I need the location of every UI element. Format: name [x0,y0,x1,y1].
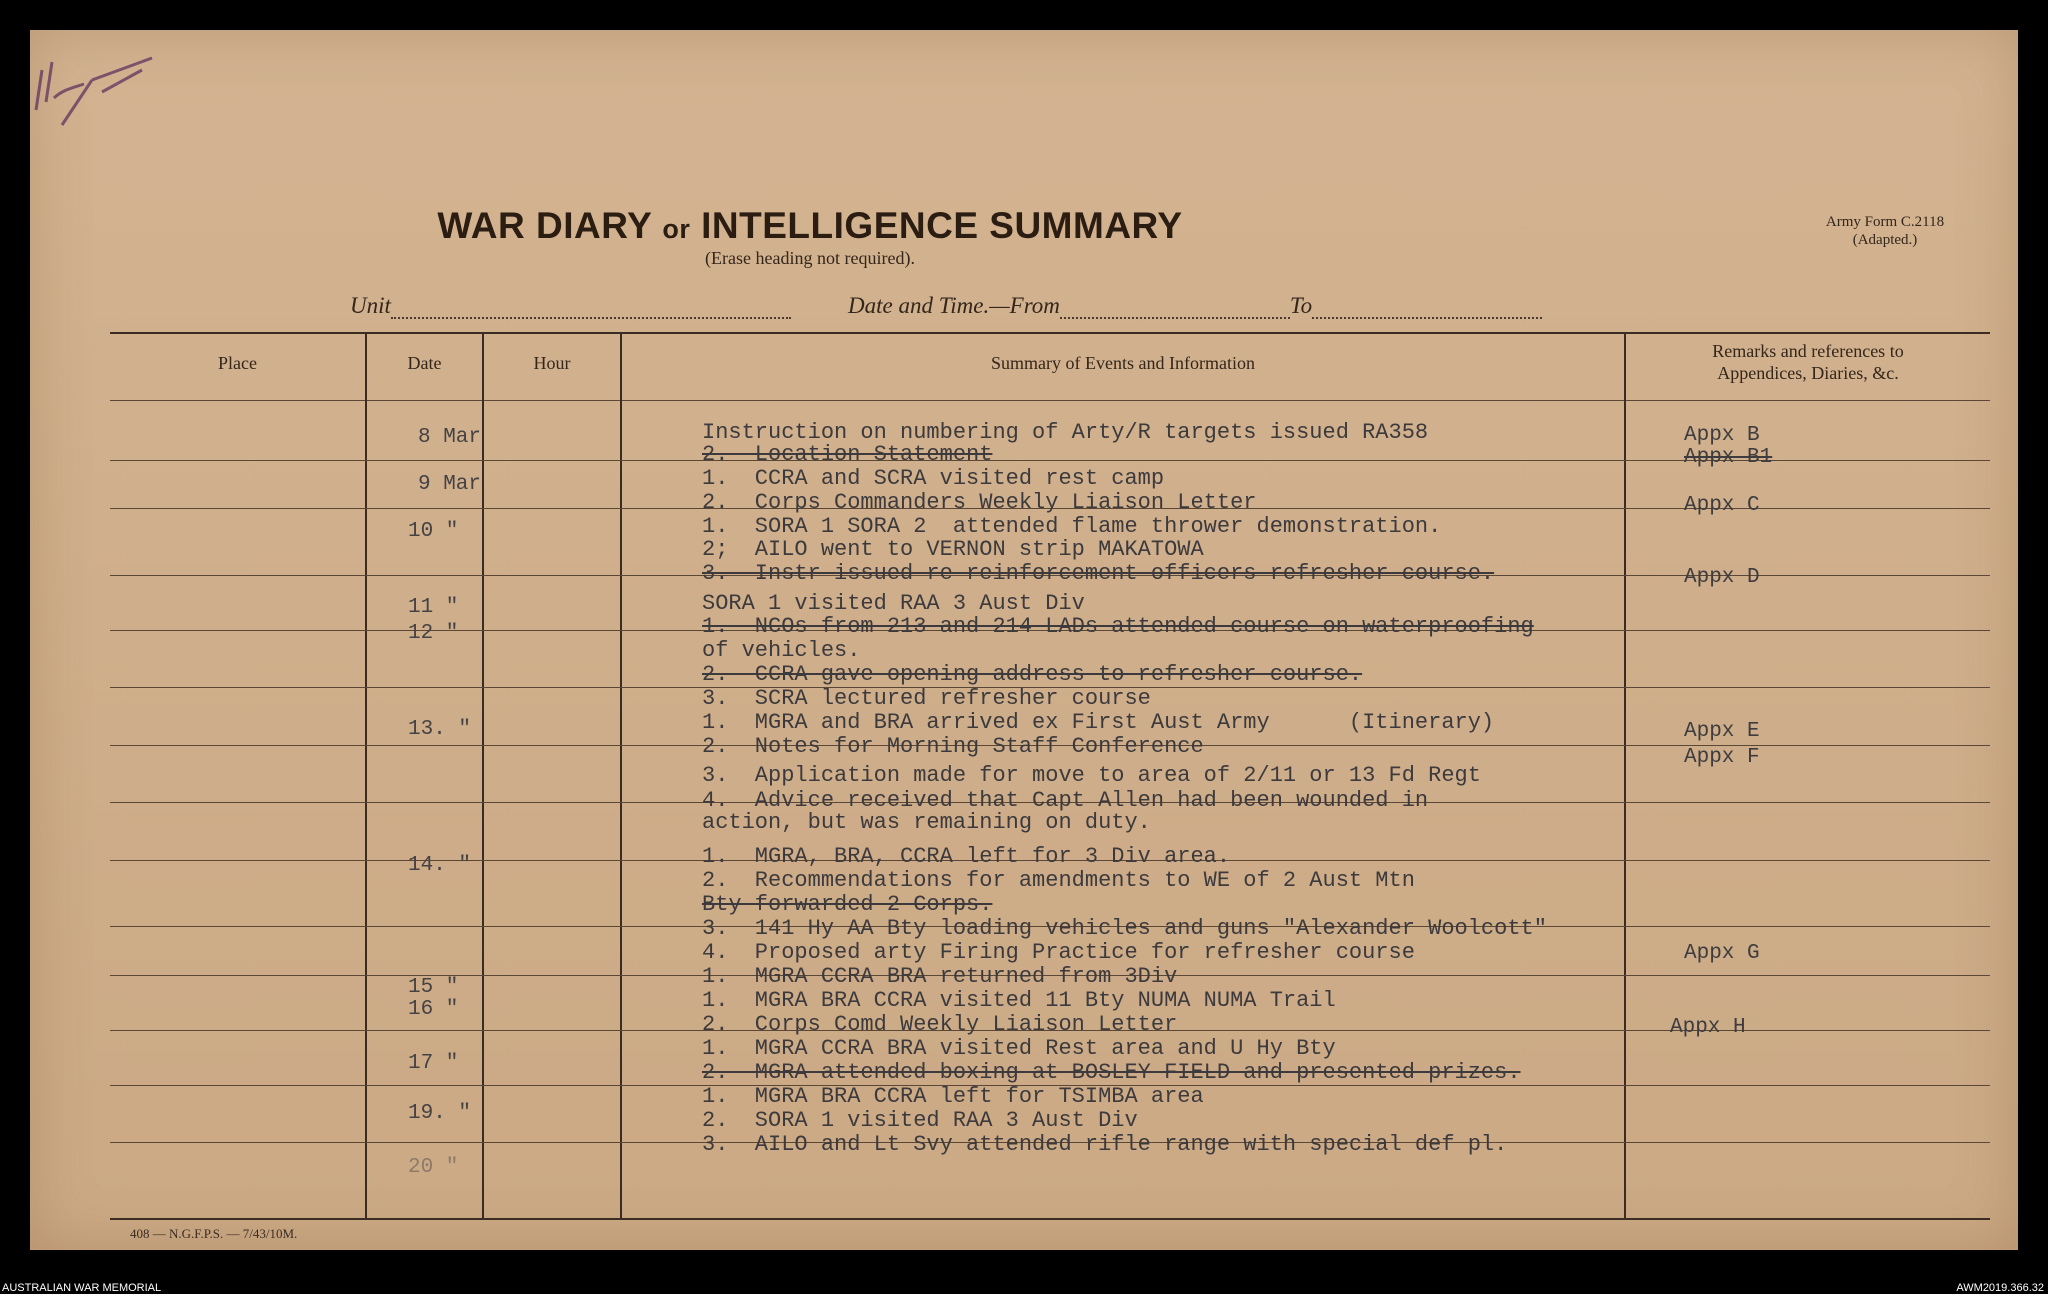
archive-caption-left: AUSTRALIAN WAR MEMORIAL [2,1282,162,1294]
remark-appendix: Appx G [1684,942,1760,965]
remark-appendix: Appx B [1684,424,1760,447]
title-intelligence-summary: INTELLIGENCE SUMMARY [701,205,1183,246]
entry-line: 2. SORA 1 visited RAA 3 Aust Div [702,1108,1138,1133]
to-label: To [1289,293,1313,318]
unit-label: Unit [350,293,391,318]
date-cell: 14. " [408,854,472,877]
date-cell: 20 " [408,1156,459,1179]
entry-line: 3. AILO and Lt Svy attended rifle range with special def pl. [702,1132,1508,1157]
column-header-hour: Hour [533,353,571,373]
date-time-field [848,293,1542,319]
table-bottom-rule [110,1218,1990,1220]
remark-appendix: Appx E [1684,720,1760,743]
entry-line: 2. Notes for Morning Staff Conference [702,734,1204,759]
date-cell: 9 Mar [418,473,482,496]
column-header-date: Date [407,353,442,373]
war-diary-sheet [30,30,2018,1250]
archive-caption-right: AWM2019.366.32 [1956,1282,2044,1294]
to-dots [1312,297,1542,319]
entry-line: 2. Location Statement [702,442,993,467]
entry-line: 1. MGRA and BRA arrived ex First Aust Army (Itinerary) [702,710,1495,735]
form-line-2: (Adapted.) [1852,232,1918,248]
entry-line: 3. 141 Hy AA Bty loading vehicles and guns "Alexander Woolcott" [702,916,1547,941]
date-cell: 8 Mar [418,426,482,449]
unit-field [350,293,791,319]
date-cell: 12 " [408,622,459,645]
entry-line: 3. Instr issued re reinforcement officers refresher course. [702,561,1495,586]
entry-line: Instruction on numbering of Arty/R targets issued RA358 [702,420,1429,445]
table-header-rule [110,400,1990,401]
entry-line: 4. Proposed arty Firing Practice for refresher course [702,940,1415,965]
entry-line: 2. Corps Comd Weekly Liaison Letter [702,1012,1178,1037]
entry-line: 1. SORA 1 SORA 2 attended flame thrower demonstration. [702,514,1442,539]
table-top-rule [110,332,1990,334]
remarks-header-line-2: Appendices, Diaries, &c. [1717,363,1899,383]
remark-appendix: Appx B1 [1684,446,1773,469]
entry-line: 2. CCRA gave opening address to refresher course. [702,662,1363,687]
date-cell: 16 " [408,998,459,1021]
column-header-remarks [1626,340,1990,384]
from-dots [1060,297,1290,319]
entry-line: 1. MGRA CCRA BRA returned from 3Div [702,964,1178,989]
date-time-label: Date and Time.—From [848,293,1060,318]
ink-scribble-mark [32,40,182,130]
date-cell: 15 " [408,976,459,999]
entry-line: 1. MGRA, BRA, CCRA left for 3 Div area. [702,844,1231,869]
entry-line: 1. MGRA BRA CCRA left for TSIMBA area [702,1084,1204,1109]
column-header-summary: Summary of Events and Information [991,353,1255,373]
entry-line: action, but was remaining on duty. [702,810,1151,835]
entry-line: 2; AILO went to VERNON strip MAKATOWA [702,537,1204,562]
entry-line: SORA 1 visited RAA 3 Aust Div [702,591,1085,616]
remark-appendix: Appx D [1684,566,1760,589]
entry-line: 2. Corps Commanders Weekly Liaison Letter [702,490,1257,515]
entry-line: 4. Advice received that Capt Allen had been wounded in [702,788,1429,813]
entry-line: 1. CCRA and SCRA visited rest camp [702,466,1165,491]
title-or: or [662,214,691,244]
remark-appendix: Appx F [1684,746,1760,769]
entry-line: Bty forwarded 2 Corps. [702,892,993,917]
remarks-header-line-1: Remarks and references to [1712,341,1904,361]
form-print-code: 408 — N.G.F.P.S. — 7/43/10M. [130,1226,298,1241]
entry-line: 2. MGRA attended boxing at BOSLEY FIELD and presented prizes. [702,1060,1521,1085]
date-cell: 17 " [408,1052,459,1075]
army-form-number [1815,213,1955,249]
date-cell: 11 " [408,596,459,619]
entry-line: 2. Recommendations for amendments to WE of 2 Aust Mtn [702,868,1415,893]
document-subtitle: (Erase heading not required). [705,248,915,268]
date-cell: 10 " [408,520,459,543]
form-line-1: Army Form C.2118 [1825,214,1945,230]
remark-appendix: Appx H [1670,1016,1746,1039]
document-title [30,205,1590,247]
entry-line: of vehicles. [702,638,861,663]
entry-line: 1. MGRA CCRA BRA visited Rest area and U Hy Bty [702,1036,1336,1061]
date-cell: 13. " [408,718,472,741]
date-cell: 19. " [408,1102,472,1125]
entry-line: 3. Application made for move to area of 2/11 or 13 Fd Regt [702,763,1481,788]
entry-line: 1. NCOs from 213 and 214 LADs attended course on waterproofing [702,614,1534,639]
unit-dots [391,297,791,319]
title-war-diary: WAR DIARY [437,205,652,246]
entry-line: 1. MGRA BRA CCRA visited 11 Bty NUMA NUMA Trail [702,988,1336,1013]
remark-appendix: Appx C [1684,494,1760,517]
entry-line: 3. SCRA lectured refresher course [702,686,1151,711]
column-header-place: Place [218,353,257,373]
